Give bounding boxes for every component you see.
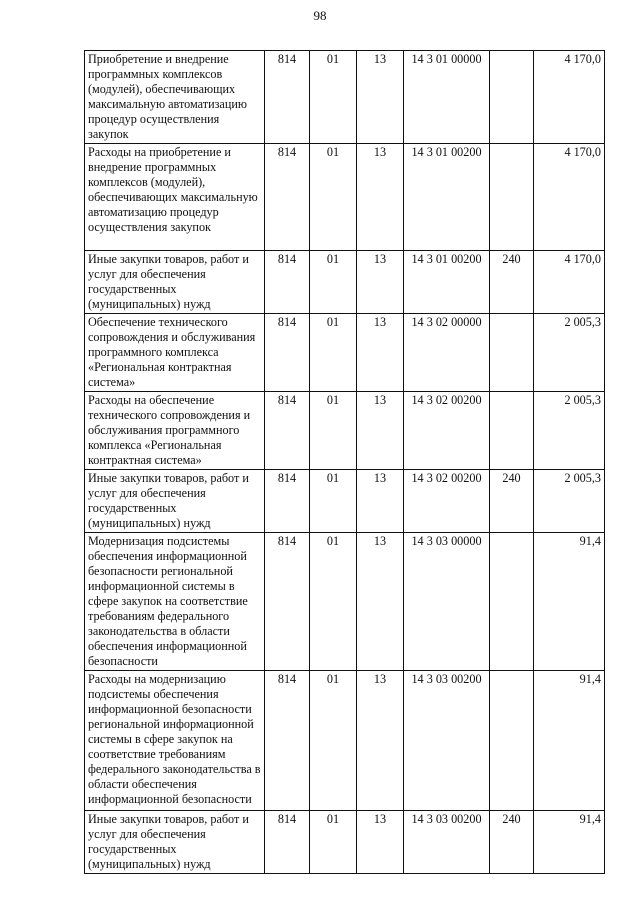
table-row — [85, 51, 605, 144]
row-section: 01 — [310, 51, 357, 144]
row-name: Модернизация подсистемы обеспечения информационной безопасности региональной информационной системы в сфере закупок на соответствие требованиям федерального законодательства в области обеспечения информационной безопасности — [85, 533, 265, 671]
row-admin: 814 — [265, 314, 310, 392]
row-admin: 814 — [265, 144, 310, 251]
table-row — [85, 671, 605, 811]
row-admin: 814 — [265, 392, 310, 470]
row-name: Иные закупки товаров, работ и услуг для обеспечения государственных (муниципальных) нужд — [85, 470, 265, 533]
row-amount: 2 005,3 — [534, 392, 605, 470]
row-subsection: 13 — [357, 392, 404, 470]
row-target: 14 3 03 00200 — [404, 671, 490, 811]
row-expense-type — [490, 314, 534, 392]
row-amount: 91,4 — [534, 533, 605, 671]
row-name: Расходы на обеспечение технического сопровождения и обслуживания программного комплекса «Региональная контрактная система» — [85, 392, 265, 470]
row-section: 01 — [310, 470, 357, 533]
row-expense-type — [490, 533, 534, 671]
table-row — [85, 470, 605, 533]
row-target: 14 3 01 00200 — [404, 144, 490, 251]
row-target: 14 3 01 00000 — [404, 51, 490, 144]
row-target: 14 3 02 00000 — [404, 314, 490, 392]
table-row — [85, 144, 605, 251]
row-expense-type: 240 — [490, 251, 534, 314]
row-section: 01 — [310, 251, 357, 314]
row-amount: 91,4 — [534, 811, 605, 874]
row-name: Расходы на приобретение и внедрение программных комплексов (модулей), обеспечивающих максимальную автоматизацию процедур осуществления закупок — [85, 144, 265, 251]
row-admin: 814 — [265, 811, 310, 874]
row-name: Обеспечение технического сопровождения и обслуживания программного комплекса «Региональная контрактная система» — [85, 314, 265, 392]
row-expense-type — [490, 671, 534, 811]
row-name: Иные закупки товаров, работ и услуг для обеспечения государственных (муниципальных) нужд — [85, 811, 265, 874]
row-expense-type — [490, 144, 534, 251]
row-target: 14 3 02 00200 — [404, 470, 490, 533]
row-target: 14 3 03 00000 — [404, 533, 490, 671]
row-target: 14 3 02 00200 — [404, 392, 490, 470]
table-row — [85, 533, 605, 671]
row-amount: 4 170,0 — [534, 51, 605, 144]
row-subsection: 13 — [357, 251, 404, 314]
row-expense-type — [490, 51, 534, 144]
row-section: 01 — [310, 811, 357, 874]
row-expense-type — [490, 392, 534, 470]
row-subsection: 13 — [357, 144, 404, 251]
row-section: 01 — [310, 144, 357, 251]
row-section: 01 — [310, 314, 357, 392]
row-admin: 814 — [265, 671, 310, 811]
table-row — [85, 392, 605, 470]
row-amount: 4 170,0 — [534, 251, 605, 314]
row-amount: 2 005,3 — [534, 314, 605, 392]
row-amount: 4 170,0 — [534, 144, 605, 251]
row-section: 01 — [310, 392, 357, 470]
row-subsection: 13 — [357, 51, 404, 144]
row-admin: 814 — [265, 470, 310, 533]
row-target: 14 3 03 00200 — [404, 811, 490, 874]
row-name: Приобретение и внедрение программных комплексов (модулей), обеспечивающих максимальную автоматизацию процедур осуществления закупок — [85, 51, 265, 144]
row-subsection: 13 — [357, 470, 404, 533]
row-target: 14 3 01 00200 — [404, 251, 490, 314]
row-name: Расходы на модернизацию подсистемы обеспечения информационной безопасности региональной информационной системы в сфере закупок на соответствие требованиям федерального законодательства в области обеспечения информационной безопасности — [85, 671, 265, 811]
row-admin: 814 — [265, 251, 310, 314]
table-row — [85, 314, 605, 392]
row-subsection: 13 — [357, 314, 404, 392]
row-section: 01 — [310, 533, 357, 671]
row-admin: 814 — [265, 51, 310, 144]
row-subsection: 13 — [357, 671, 404, 811]
row-name: Иные закупки товаров, работ и услуг для обеспечения государственных (муниципальных) нужд — [85, 251, 265, 314]
budget-table — [84, 50, 605, 874]
table-row — [85, 251, 605, 314]
row-subsection: 13 — [357, 533, 404, 671]
row-subsection: 13 — [357, 811, 404, 874]
table-row — [85, 811, 605, 874]
row-expense-type: 240 — [490, 811, 534, 874]
row-expense-type: 240 — [490, 470, 534, 533]
row-amount: 91,4 — [534, 671, 605, 811]
page-number: 98 — [313, 8, 327, 23]
row-amount: 2 005,3 — [534, 470, 605, 533]
row-section: 01 — [310, 671, 357, 811]
row-admin: 814 — [265, 533, 310, 671]
